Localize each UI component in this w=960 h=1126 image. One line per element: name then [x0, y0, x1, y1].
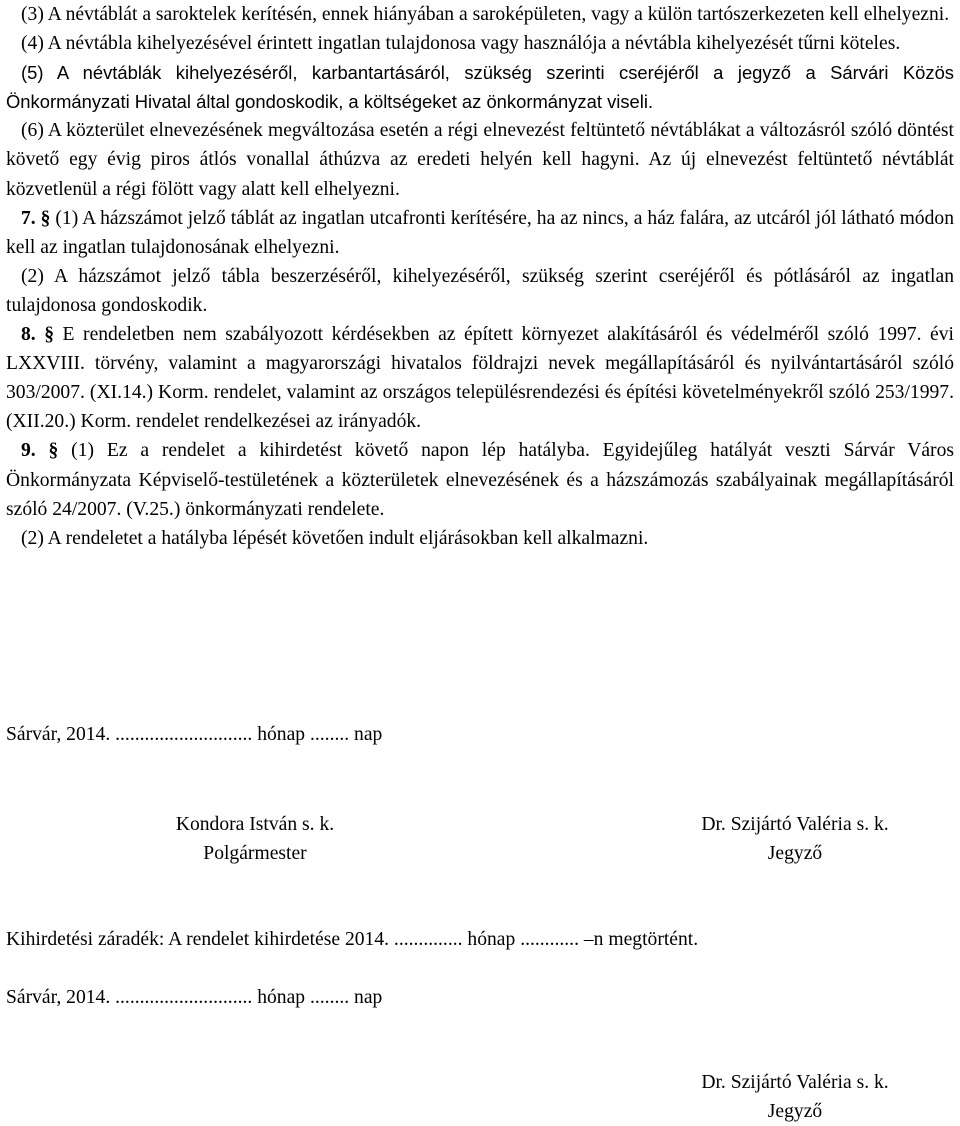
document-body: [6, 0, 954, 553]
section-9-paragraph-1: [6, 436, 954, 523]
date-line: Sárvár, 2014. ............................ hónap ........ nap: [6, 724, 383, 745]
section-7-paragraph-2: (2) A házszámot jelző tábla beszerzéséről, kihelyezéséről, szükség szerint cseréjéről és pótlásáról az ingatlan tulajdonosa gondoskodik.: [6, 265, 954, 316]
signatory-title: Jegyző: [767, 1101, 823, 1122]
signature-block-notary: [650, 810, 940, 868]
section-8-number: 8.: [21, 324, 36, 346]
paragraph-6-5: (5) A névtáblák kihelyezéséről, karbantartásáról, szükség szerinti cseréjéről a jegyző a Sárvári Közös Önkormányzati Hivatal által gondoskodik, a költségeket az önkormányzat viseli.: [6, 62, 954, 113]
signature-block-notary-bottom: [650, 1068, 940, 1126]
promulgation-clause: Kihirdetési záradék: A rendelet kihirdetése 2014. .............. hónap ............ –n megtörtént.: [6, 929, 699, 950]
section-9-text: (1) Ez a rendelet a kihirdetést követő napon lép hatályba. Egyidejűleg hatályát veszti Sárvár Város Önkormányzata Képviselő-testületének a közterületek elnevezésének és a házszámozás szabályainak megállapításáról szóló 24/2007. (V.25.) önkormányzati rendelete.: [6, 440, 954, 520]
paragraph-6-3: (3) A névtáblát a saroktelek kerítésén, ennek hiányában a saroképületen, vagy a külön tartószerkezeten kell elhelyezni.: [21, 4, 950, 25]
date-line: Sárvár, 2014. ............................ hónap ........ nap: [6, 987, 383, 1008]
signatory-title: Jegyző: [767, 843, 823, 864]
section-7-text: (1) A házszámot jelző táblát az ingatlan utcafronti kerítésére, ha az nincs, a ház falára, az utcáról jól látható módon kell az ingatlan tulajdonosának elhelyezni.: [6, 207, 954, 258]
section-7-number: 7.: [21, 207, 36, 229]
section-sign: §: [48, 440, 59, 462]
signatory-name: Dr. Szijártó Valéria s. k.: [701, 814, 889, 835]
section-9-paragraph-2: (2) A rendeletet a hatályba lépését követően indult eljárásokban kell alkalmazni.: [21, 527, 649, 549]
paragraph-6-6: (6) A közterület elnevezésének megváltozása esetén a régi elnevezést feltüntető névtáblákat a változásról szóló döntést követő egy évig piros átlós vonallal áthúzva az eredeti helyén kell hagyni. Az új elnevezést feltüntető névtáblát közvetlenül a régi fölött vagy alatt kell elhelyezni.: [6, 120, 954, 200]
paragraph-6-4: (4) A névtábla kihelyezésével érintett ingatlan tulajdonosa vagy használója a névtábla kihelyezését tűrni köteles.: [21, 33, 901, 55]
signatory-title: Polgármester: [203, 843, 307, 864]
section-sign: §: [44, 324, 55, 346]
section-9-number: 9.: [21, 440, 36, 462]
section-7-paragraph-1: [6, 204, 954, 262]
section-sign: §: [40, 207, 51, 229]
signatory-name: Kondora István s. k.: [175, 814, 335, 835]
signature-block-mayor: [130, 810, 380, 868]
section-8-text: E rendeletben nem szabályozott kérdésekben az épített környezet alakításáról és védelméről szóló 1997. évi LXXVIII. törvény, valamint a magyarországi hivatalos földrajzi nevek megállapításáról és nyilvántartásáról szóló 303/2007. (XI.14.) Korm. rendelet, valamint az országos településrendezési és építési követelményekről szóló 253/1997. (XII.20.) Korm. rendelet rendelkezései az irányadók.: [6, 324, 954, 433]
section-8-paragraph-1: [6, 320, 954, 436]
signatory-name: Dr. Szijártó Valéria s. k.: [701, 1072, 889, 1093]
